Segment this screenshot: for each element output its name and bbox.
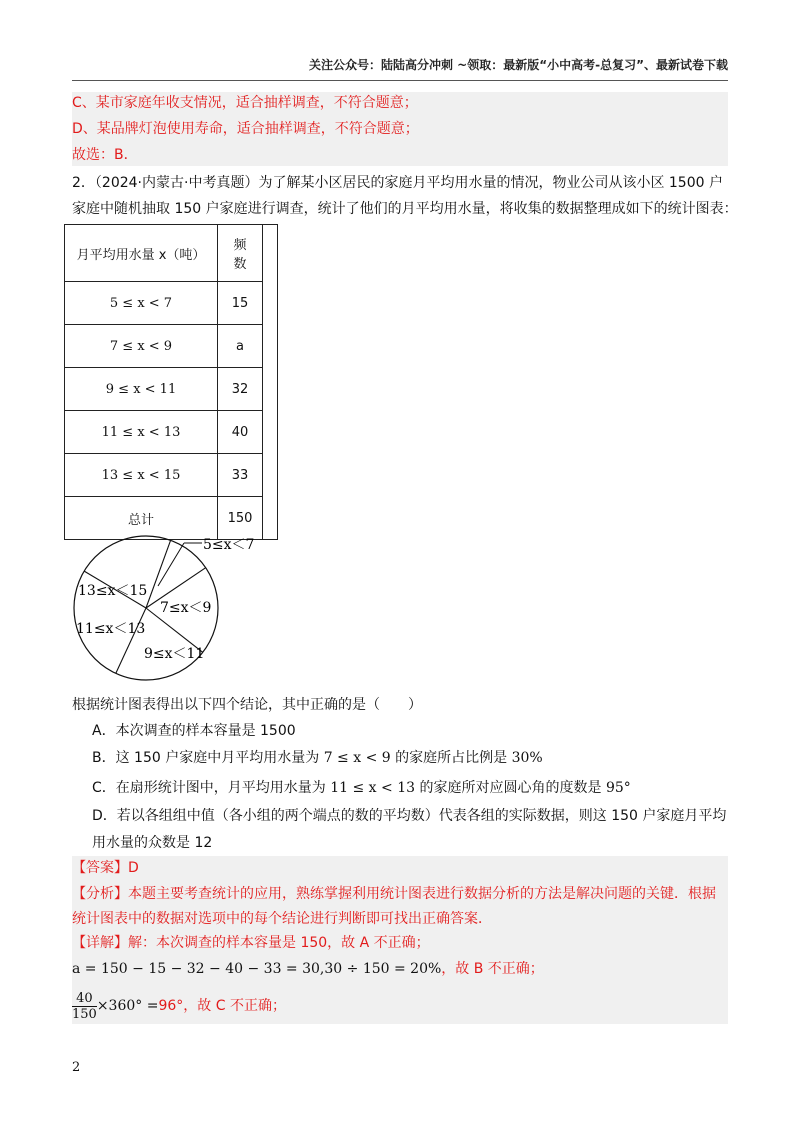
table-cell-freq: 15 bbox=[218, 282, 263, 325]
analysis-label: 【分析】 bbox=[72, 886, 128, 902]
calc-a-formula: a = 150 − 15 − 32 − 40 − 33 = 30,30 ÷ 150 = 20% bbox=[72, 961, 442, 977]
detail-calc-a bbox=[72, 956, 544, 982]
analysis-line-2: 统计图表中的数据对选项中的每个结论进行判断即可找出正确答案． bbox=[72, 911, 492, 927]
pie-label-13-15: 13≤x＜15 bbox=[78, 583, 148, 599]
table-header-freq-2: 数 bbox=[233, 257, 247, 272]
table-cell-freq: 32 bbox=[218, 368, 263, 411]
table-cell-range: 13 ≤ x < 15 bbox=[65, 454, 218, 497]
option-c-math: 11 ≤ x < 13 bbox=[330, 780, 416, 796]
option-d-2: 用水量的众数是 12 bbox=[92, 835, 213, 851]
fraction-numerator: 40 bbox=[72, 991, 97, 1007]
fraction-40-150 bbox=[72, 991, 97, 1022]
question-stem-1 bbox=[72, 170, 723, 196]
table-header-freq bbox=[218, 225, 263, 282]
pie-label-7-9: 7≤x＜9 bbox=[160, 600, 212, 616]
option-b bbox=[92, 745, 543, 771]
pie-label-11-13: 11≤x＜13 bbox=[76, 621, 146, 637]
pie-boundary-11 bbox=[116, 608, 146, 673]
fraction-denominator: 150 bbox=[72, 1006, 97, 1022]
option-b-value: 30% bbox=[511, 750, 543, 766]
table-cell-total-freq: 150 bbox=[218, 497, 263, 540]
calc-c-value: 96° bbox=[158, 998, 184, 1014]
table-side-cell bbox=[263, 225, 278, 540]
option-b-pre: B．这 150 户家庭中月平均用水量为 bbox=[92, 750, 320, 766]
pie-label-5-7: 5≤x＜7 bbox=[203, 537, 255, 553]
answer-label: 【答案】 bbox=[72, 860, 128, 876]
table-row bbox=[65, 368, 278, 411]
answer-line bbox=[72, 855, 139, 881]
table-row bbox=[65, 282, 278, 325]
table-row bbox=[65, 325, 278, 368]
table-cell-freq: 33 bbox=[218, 454, 263, 497]
table-cell-total-label: 总计 bbox=[65, 497, 218, 540]
analysis-text-1: 本题主要考查统计的应用，熟练掌握利用统计图表进行数据分析的方法是解决问题的关键．根据 bbox=[128, 886, 716, 902]
pie-chart bbox=[64, 532, 294, 684]
option-c bbox=[92, 775, 631, 801]
page-number: 2 bbox=[72, 1060, 81, 1075]
question-stem-text: （2024·内蒙古·中考真题）为了解某小区居民的家庭月平均用水量的情况，物业公司从该小区 1500 户 bbox=[94, 175, 723, 191]
table-cell-range: 7 ≤ x < 9 bbox=[65, 325, 218, 368]
detail-line-1 bbox=[72, 930, 430, 956]
table-row bbox=[65, 454, 278, 497]
calc-a-tail: ，故 B 不正确； bbox=[441, 961, 544, 977]
option-c-pre: C．在扇形统计图中，月平均用水量为 bbox=[92, 780, 326, 796]
detail-text-1: 解：本次调查的样本容量是 150，故 A 不正确； bbox=[128, 935, 430, 951]
analysis-line-1 bbox=[72, 881, 716, 907]
prev-answer-d: D、某品牌灯泡使用寿命，适合抽样调查，不符合题意； bbox=[72, 121, 419, 137]
question-prompt: 根据统计图表得出以下四个结论，其中正确的是（ ） bbox=[72, 697, 422, 713]
page-header: 关注公众号：陆陆高分冲刺 ~领取：最新版“小中高考-总复习”、最新试卷下载 bbox=[309, 58, 728, 72]
table-cell-range: 5 ≤ x < 7 bbox=[65, 282, 218, 325]
table-cell-range: 9 ≤ x < 11 bbox=[65, 368, 218, 411]
header-rule bbox=[72, 80, 728, 81]
table-cell-freq: 40 bbox=[218, 411, 263, 454]
detail-label: 【详解】 bbox=[72, 935, 128, 951]
frequency-table bbox=[64, 224, 278, 540]
table-header-freq-1: 频 bbox=[233, 238, 247, 253]
pie-boundary-5 bbox=[146, 540, 171, 608]
table-cell-freq: a bbox=[218, 325, 263, 368]
table-row bbox=[65, 411, 278, 454]
question-number: 2． bbox=[72, 175, 95, 191]
option-d-1: D．若以各组组中值（各小组的两个端点的数的平均数）代表各组的实际数据，则这 150 户家庭月平均 bbox=[92, 808, 727, 824]
prev-answer-c: C、某市家庭年收支情况，适合抽样调查，不符合题意； bbox=[72, 95, 418, 111]
prev-answer-conclusion: 故选：B． bbox=[72, 147, 138, 163]
calc-c-tail: ，故 C 不正确； bbox=[183, 998, 286, 1014]
table-header-row bbox=[65, 225, 278, 282]
option-c-mid: 的家庭所对应圆心角的度数是 bbox=[419, 780, 602, 796]
calc-c-times: ×360° = bbox=[96, 998, 159, 1014]
answer-value: D bbox=[128, 860, 139, 876]
pie-label-9-11: 9≤x＜11 bbox=[144, 646, 205, 662]
option-a: A．本次调查的样本容量是 1500 bbox=[92, 723, 296, 739]
option-b-math: 7 ≤ x < 9 bbox=[323, 750, 391, 766]
table-header-range: 月平均用水量 x（吨） bbox=[65, 225, 218, 282]
detail-calc-c bbox=[72, 988, 286, 1024]
question-stem-2: 家庭中随机抽取 150 户家庭进行调查，统计了他们的月平均用水量，将收集的数据整理成如下的统计图表： bbox=[72, 201, 738, 217]
table-cell-range: 11 ≤ x < 13 bbox=[65, 411, 218, 454]
option-b-mid: 的家庭所占比例是 bbox=[395, 750, 508, 766]
option-c-value: 95° bbox=[605, 780, 631, 796]
